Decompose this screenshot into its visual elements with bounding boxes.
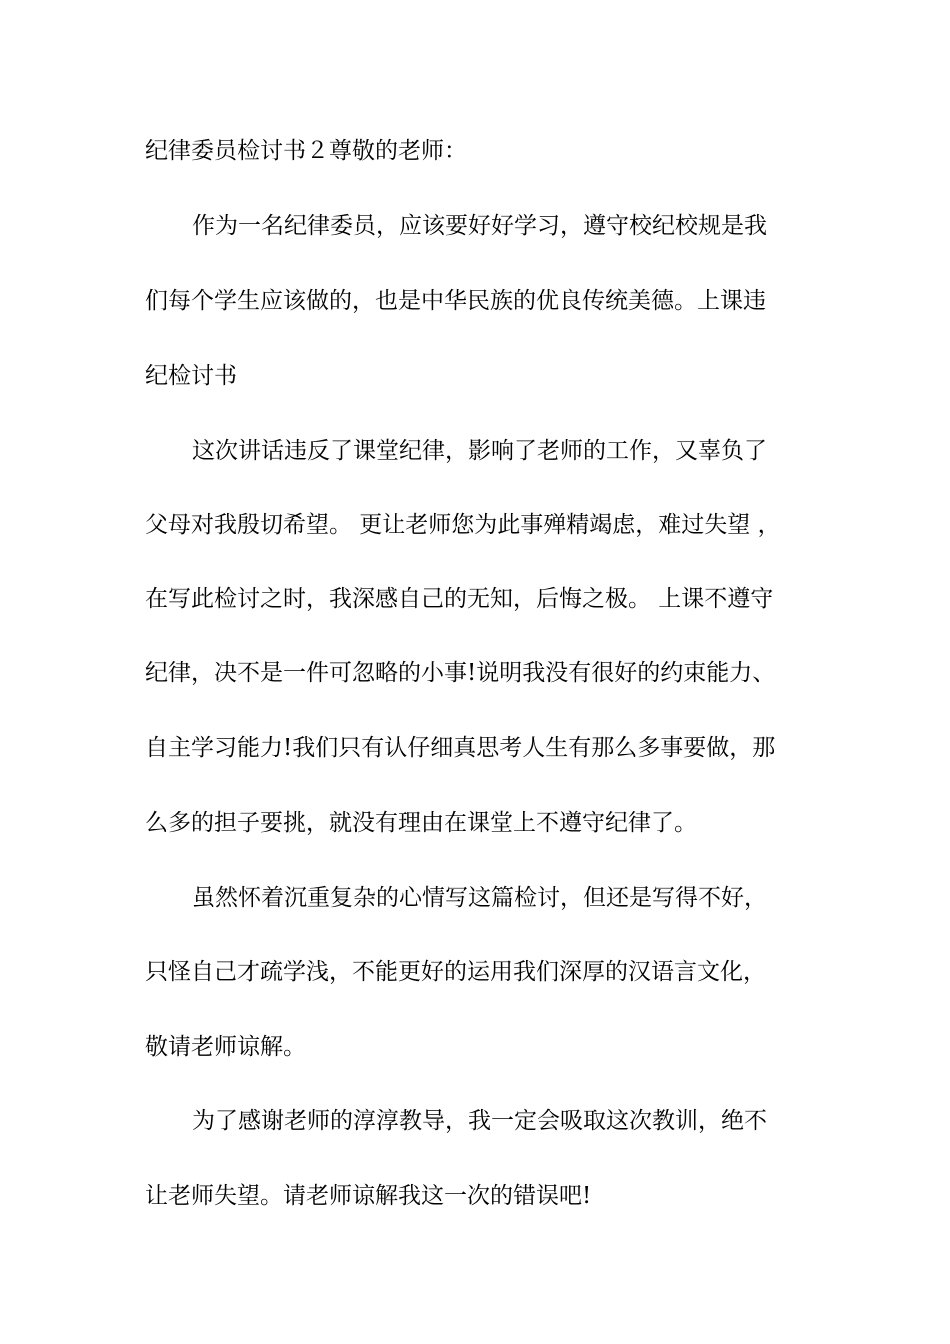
paragraph-2-line-3: 在写此检讨之时，我深感自己的无知，后悔之极。 上课不遵守 [145, 586, 774, 612]
paragraph-3-line-2: 只怪自己才疏学浅，不能更好的运用我们深厚的汉语言文化， [145, 959, 766, 985]
document-title-line: 纪律委员检讨书２尊敬的老师： [145, 138, 467, 164]
paragraph-1-line-2: 们每个学生应该做的，也是中华民族的优良传统美德。上课违 [145, 288, 766, 314]
paragraph-2-line-5: 自主学习能力!我们只有认仔细真思考人生有那么多事要做，那 [145, 735, 776, 761]
paragraph-4-line-1: 为了感谢老师的淳淳教导，我一定会吸取这次教训，绝不 [192, 1108, 767, 1134]
paragraph-2-line-4: 纪律，决不是一件可忽略的小事!说明我没有很好的约束能力、 [145, 660, 776, 686]
paragraph-1-line-3: 纪检讨书 [145, 363, 237, 389]
paragraph-4-line-2: 让老师失望。请老师谅解我这一次的错误吧! [145, 1183, 592, 1209]
paragraph-3-line-1: 虽然怀着沉重复杂的心情写这篇检讨，但还是写得不好， [192, 885, 767, 911]
paragraph-2-line-2: 父母对我殷切希望。 更让老师您为此事殚精竭虑，难过失望 ， [145, 512, 781, 538]
paragraph-2-line-1: 这次讲话违反了课堂纪律，影响了老师的工作，又辜负了 [192, 438, 767, 464]
paragraph-1-line-1: 作为一名纪律委员，应该要好好学习，遵守校纪校规是我 [192, 213, 767, 239]
paragraph-3-line-3: 敬请老师谅解。 [145, 1034, 306, 1060]
paragraph-2-line-6: 么多的担子要挑，就没有理由在课堂上不遵守纪律了。 [145, 810, 697, 836]
